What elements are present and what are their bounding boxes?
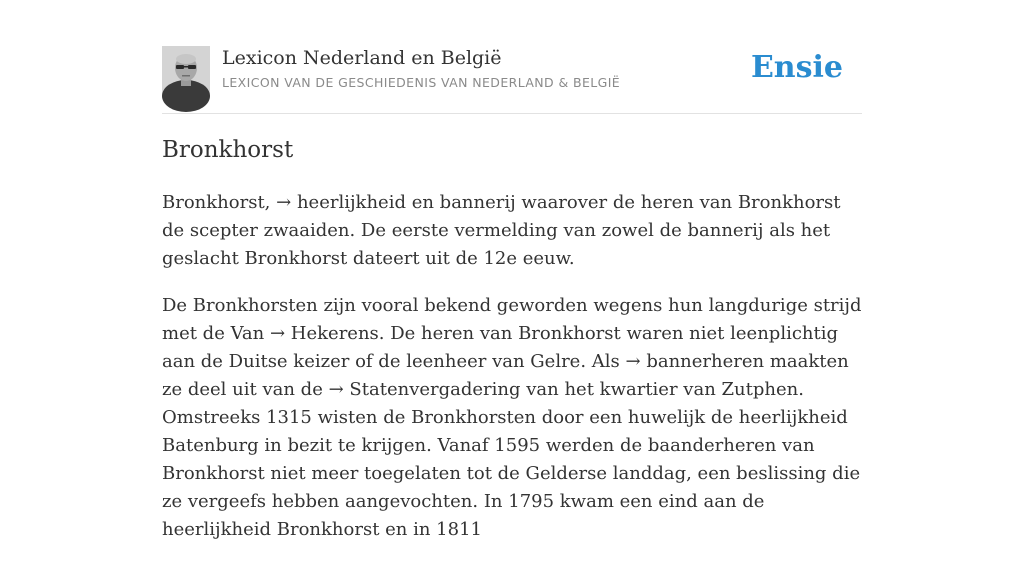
site-header	[162, 46, 862, 96]
site-subtitle: LEXICON VAN DE GESCHIEDENIS VAN NEDERLAND & BELGIË	[222, 75, 621, 90]
arrow-icon: →	[276, 192, 292, 213]
cross-reference-link[interactable]: Hekerens	[290, 323, 379, 344]
arrow-icon: →	[269, 323, 286, 344]
paragraph-text: van het kwartier van Zutphen. Omstreeks 1315 wisten de Bronkhorsten door een huwelijk de heerlijkheid Batenburg in bezit te krijgen. Vanaf 1595 werden de baanderheren van Bronkhorst niet meer toegelaten tot de Gelderse landdag, een beslissing die ze vergeefs hebben aangevochten. In 1795 kwam een eind aan de heerlijkheid Bronkhorst en in 1811	[162, 379, 861, 540]
paragraph-text: De Bronkhorsten zijn vooral bekend geworden wegens hun langdurige strijd met de Van	[162, 295, 862, 344]
arrow-icon: →	[625, 351, 641, 372]
author-avatar[interactable]	[162, 46, 210, 94]
author-portrait-icon	[162, 46, 210, 94]
arrow-icon: →	[328, 379, 344, 400]
paragraph-text: maakten ze deel uit van de	[162, 351, 849, 400]
cross-reference-link[interactable]: heerlijkheid	[296, 192, 406, 213]
article-paragraph	[162, 189, 862, 273]
paragraph-text: en bannerij waarover de heren van Bronkhorst de scepter zwaaiden. De eerste vermelding van zowel de bannerij als het geslacht Bronkhorst dateert uit de 12e eeuw.	[162, 192, 841, 269]
paragraph-text: Bronkhorst,	[162, 192, 277, 213]
cross-reference-link[interactable]: bannerheren	[646, 351, 765, 372]
article-body	[162, 189, 862, 563]
ensie-logo-link[interactable]: Ensie	[750, 50, 843, 85]
paragraph-text: . De heren van Bronkhorst waren niet leenplichtig aan de Duitse keizer of de leenheer van Gelre. Als	[162, 323, 839, 372]
site-title[interactable]: Lexicon Nederland en België	[222, 47, 502, 69]
header-divider	[162, 113, 862, 114]
article-paragraph	[162, 292, 862, 544]
cross-reference-link[interactable]: Statenvergadering	[349, 379, 521, 400]
article-title: Bronkhorst	[162, 137, 294, 163]
